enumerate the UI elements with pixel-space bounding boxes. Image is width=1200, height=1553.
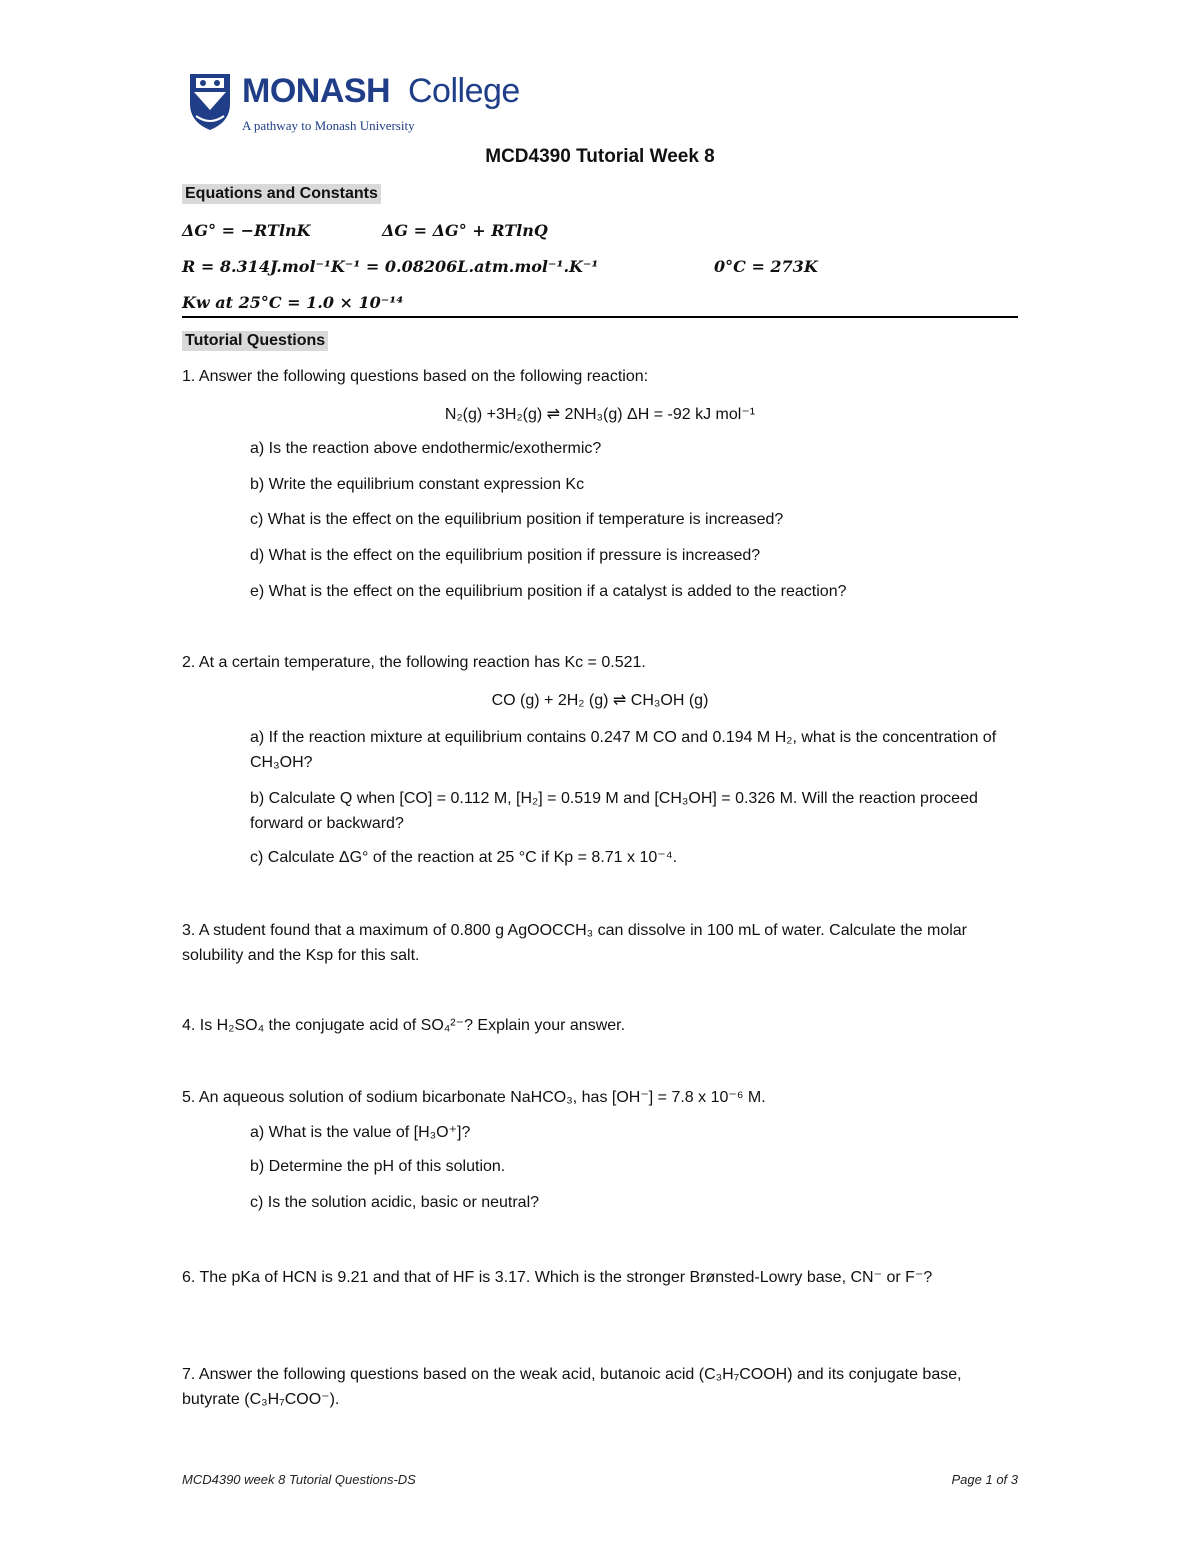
question-5: 5. An aqueous solution of sodium bicarbonate NaHCO₃, has [OH⁻] = 7.8 x 10⁻⁶ M.	[182, 1089, 766, 1106]
question-2: 2. At a certain temperature, the following reaction has Kc = 0.521.	[182, 654, 646, 671]
question-5c: c) Is the solution acidic, basic or neutral?	[250, 1194, 540, 1211]
question-4: 4. Is H₂SO₄ the conjugate acid of SO₄²⁻? Explain your answer.	[182, 1017, 626, 1034]
equation-gibbs: ΔG = ΔG° + RTlnQ	[382, 221, 548, 240]
monash-college-logo	[186, 70, 526, 136]
footer-page-number: Page 1 of 3	[951, 1472, 1018, 1487]
question-1: 1. Answer the following questions based on the following reaction:	[182, 368, 649, 385]
question-1c: c) What is the effect on the equilibrium position if temperature is increased?	[250, 511, 784, 528]
page-title: MCD4390 Tutorial Week 8	[485, 146, 715, 167]
question-1-reaction: N₂(g) +3H₂(g) ⇌ 2NH₃(g) ΔH = -92 kJ mol⁻¹	[444, 406, 756, 423]
question-1e: e) What is the effect on the equilibrium position if a catalyst is added to the reaction?	[250, 583, 847, 600]
question-1a: a) Is the reaction above endothermic/exothermic?	[250, 440, 602, 457]
crest-icon	[186, 70, 234, 132]
equation-gibbs-standard: ΔG° = −RTlnK	[182, 221, 311, 240]
question-3: 3. A student found that a maximum of 0.800 g AgOOCCH₃ can dissolve in 100 mL of water. Calculate the molar solubility and the Ksp for this salt.	[182, 922, 968, 964]
question-6: 6. The pKa of HCN is 9.21 and that of HF is 3.17. Which is the stronger Brønsted-Lowry base, CN⁻ or F⁻?	[182, 1269, 933, 1286]
question-5b: b) Determine the pH of this solution.	[250, 1158, 506, 1175]
equation-zero-celsius: 0°C = 273K	[714, 257, 818, 276]
equation-gas-constant: R = 8.314J.mol⁻¹K⁻¹ = 0.08206L.atm.mol⁻¹.K⁻¹	[182, 257, 599, 276]
question-2c: c) Calculate ΔG° of the reaction at 25 °C if Kp = 8.71 x 10⁻⁴.	[250, 849, 678, 866]
logo-brand: MONASH	[242, 72, 391, 110]
question-1b: b) Write the equilibrium constant expression Kc	[250, 476, 585, 493]
section-divider	[182, 316, 1018, 318]
logo-college: College	[408, 72, 520, 110]
logo-tagline: A pathway to Monash University	[242, 118, 415, 133]
question-2-reaction: CO (g) + 2H₂ (g) ⇌ CH₃OH (g)	[491, 692, 709, 709]
question-1d: d) What is the effect on the equilibrium position if pressure is increased?	[250, 547, 761, 564]
tutorial-heading: Tutorial Questions	[182, 331, 328, 351]
footer-document-name: MCD4390 week 8 Tutorial Questions-DS	[182, 1472, 416, 1487]
question-2a: a) If the reaction mixture at equilibrium contains 0.247 M CO and 0.194 M H₂, what is the concentration of CH₃OH?	[250, 729, 997, 771]
question-5a: a) What is the value of [H₃O⁺]?	[250, 1124, 471, 1141]
question-2b: b) Calculate Q when [CO] = 0.112 M, [H₂] = 0.519 M and [CH₃OH] = 0.326 M. Will the reaction proceed forward or backward?	[250, 790, 978, 832]
equations-heading: Equations and Constants	[182, 184, 381, 204]
equation-kw: Kw at 25°C = 1.0 × 10⁻¹⁴	[182, 293, 404, 312]
question-7: 7. Answer the following questions based on the weak acid, butanoic acid (C₃H₇COOH) and its conjugate base, butyrate (C₃H₇COO⁻).	[182, 1366, 962, 1408]
